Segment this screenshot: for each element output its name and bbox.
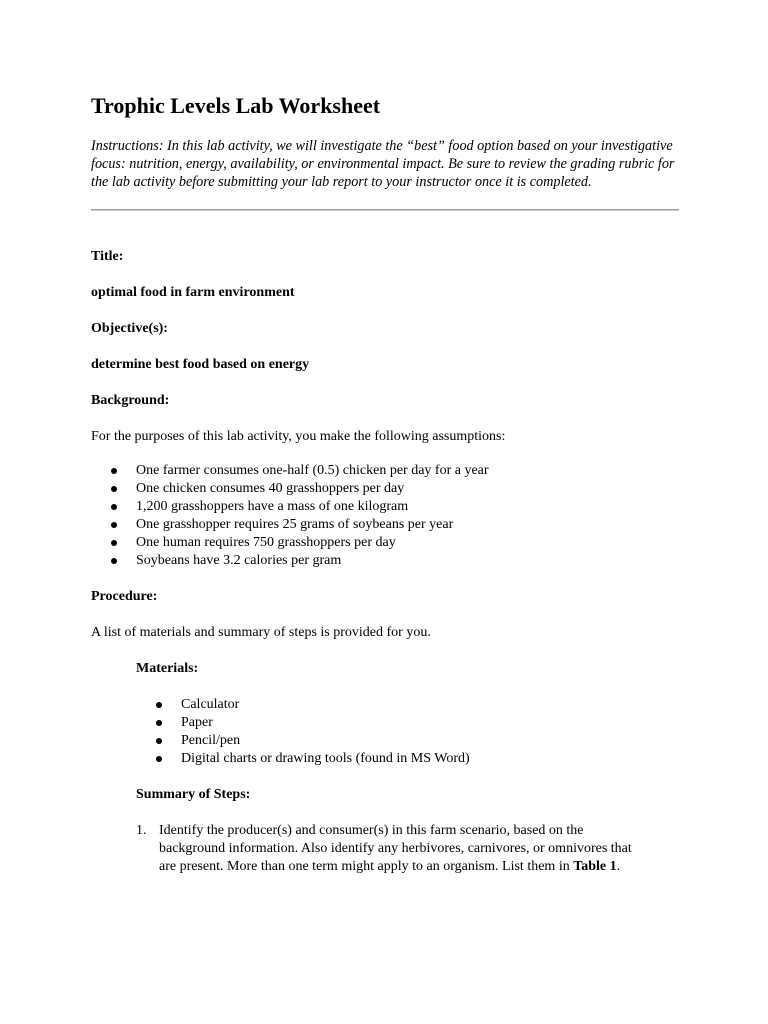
- list-item: [136, 822, 636, 876]
- step-suffix: .: [616, 859, 621, 874]
- procedure-intro: A list of materials and summary of steps is provided for you.: [91, 625, 431, 640]
- bullet-icon: [156, 756, 162, 762]
- list-item: Digital charts or drawing tools (found in MS Word): [136, 750, 470, 768]
- list-item: One chicken consumes 40 grasshoppers per day: [91, 480, 489, 498]
- objective-value: determine best food based on energy: [91, 357, 310, 372]
- list-item: One farmer consumes one-half (0.5) chicken per day for a year: [91, 462, 489, 480]
- assumptions-list: [91, 462, 489, 570]
- list-item: Paper: [136, 714, 470, 732]
- bullet-icon: [111, 540, 117, 546]
- bullet-icon: [156, 738, 162, 744]
- bullet-icon: [156, 702, 162, 708]
- steps-list: [136, 822, 636, 876]
- objective-label: Objective(s):: [91, 321, 168, 336]
- table-reference: Table 1: [573, 859, 617, 874]
- procedure-label: Procedure:: [91, 589, 158, 604]
- list-item: 1,200 grasshoppers have a mass of one kilogram: [91, 498, 489, 516]
- list-item: Pencil/pen: [136, 732, 470, 750]
- list-item: Calculator: [136, 696, 470, 714]
- materials-list: [136, 696, 470, 768]
- step-number: 1.: [136, 823, 147, 838]
- bullet-icon: [111, 486, 117, 492]
- list-item: One human requires 750 grasshoppers per day: [91, 534, 489, 552]
- materials-label: Materials:: [136, 661, 199, 676]
- bullet-icon: [111, 522, 117, 528]
- horizontal-divider: [91, 209, 679, 211]
- bullet-icon: [111, 504, 117, 510]
- step-text: Identify the producer(s) and consumer(s) in this farm scenario, based on the background information. Also identify any herbivores, carnivores, or omnivores that are present. More than one term might apply to an organism. List them in: [159, 823, 632, 874]
- instructions-paragraph: Instructions: In this lab activity, we will investigate the “best” food option based on your investigative focus: nutrition, energy, availability, or environmental impact. Be sure to review the grading rubric for the lab activity before submitting your lab report to your instructor once it is completed.: [91, 138, 675, 191]
- bullet-icon: [111, 468, 117, 474]
- list-item: One grasshopper requires 25 grams of soybeans per year: [91, 516, 489, 534]
- background-label: Background:: [91, 393, 170, 408]
- list-item: Soybeans have 3.2 calories per gram: [91, 552, 489, 570]
- page-title: Trophic Levels Lab Worksheet: [91, 93, 381, 118]
- steps-label: Summary of Steps:: [136, 787, 251, 802]
- bullet-icon: [156, 720, 162, 726]
- bullet-icon: [111, 558, 117, 564]
- title-value: optimal food in farm environment: [91, 285, 295, 300]
- background-intro: For the purposes of this lab activity, you make the following assumptions:: [91, 429, 506, 444]
- title-label: Title:: [91, 249, 124, 264]
